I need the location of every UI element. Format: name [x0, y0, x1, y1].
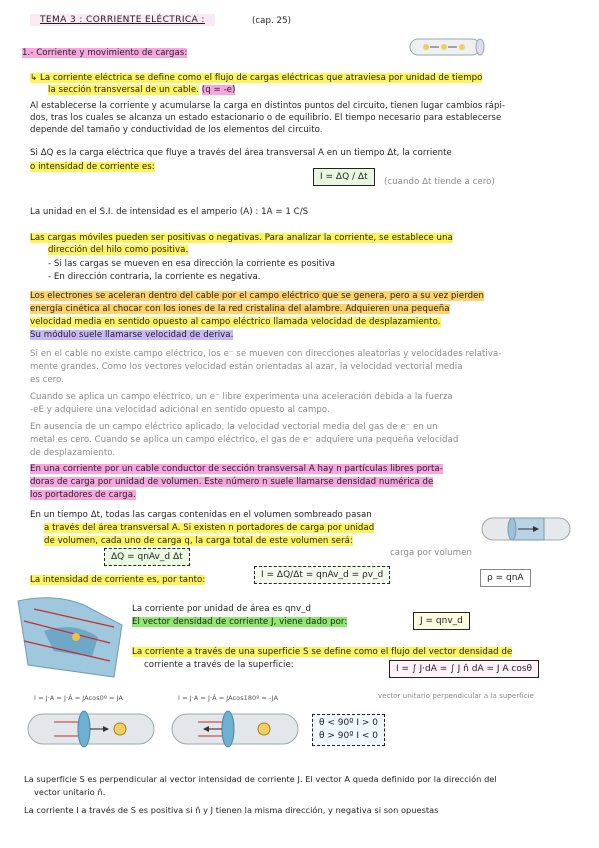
section-heading: 1.- Corriente y movimiento de cargas:: [22, 48, 188, 58]
cylinder-diagram-2: [168, 704, 302, 754]
para-steady-b: dos, tras los cuales se alcanza un estado estacionario o de equilibrio. El tiempo necesario para establecerse: [30, 113, 502, 123]
para-electrons-a: Los electrones se aceleran dentro del cable por el campo eléctrico que se genera, pero a su vez pierden: [30, 291, 484, 301]
chapter-ref: (cap. 25): [252, 16, 292, 26]
para-nofield-a: Si en el cable no existe campo eléctrico, los e⁻ se mueven con direcciones aleatorias y velocidades relativa-: [30, 349, 502, 359]
formula-delta-q: ΔQ = qnAv_d Δt: [104, 548, 190, 566]
para-volume-c: de volumen, cada uno de carga q, la carga total de este volumen será:: [44, 536, 353, 546]
para-steady-c: depende del tamaño y conductividad de los elementos del circuito.: [30, 125, 323, 135]
flux-note: vector unitario perpendicular a la superficie: [378, 692, 534, 700]
para-definition-b: la sección transversal de un cable. (q = -e): [48, 85, 236, 95]
para-charges-c: - Si las cargas se mueven en esa dirección la corriente es positiva: [48, 259, 336, 269]
formula-flux: I = ∫ J·dA = ∫ J n̂ dA = J A cosθ: [389, 660, 539, 678]
condition-positive: θ < 90º I > 0: [319, 718, 378, 728]
para-surface-b: vector unitario n̂.: [34, 787, 106, 797]
para-surface-a: La superficie S es perpendicular al vector intensidad de corriente J. El vector A queda definido por la dirección del: [24, 774, 497, 784]
para-density-b: doras de carga por unidad de volumen. Este número n suele llamarse densidad numérica de: [30, 477, 434, 487]
diagram-label-1: I = J·A = J·Â = JAcos0º = JA: [34, 694, 124, 702]
para-gas-c: de desplazamiento.: [30, 448, 116, 458]
diagram-label-2: I = J·A = J·Â = JAcos180º = -JA: [178, 694, 279, 702]
para-flux-a: La corriente a través de una superficie S se define como el flujo del vector densidad de: [132, 647, 513, 657]
para-steady-a: Al establecerse la corriente y acumularse la carga en distintos puntos del circuito, tienen lugar cambios rápi-: [30, 101, 506, 111]
para-density-c: los portadores de carga.: [30, 490, 136, 500]
para-intensity-b: o intensidad de corriente es:: [30, 162, 155, 172]
para-charges-a: Las cargas móviles pueden ser positivas o negativas. Para analizar la corriente, se establece una: [30, 233, 453, 243]
formula-rho: ρ = qnA: [480, 569, 531, 587]
para-density-vector: El vector densidad de corriente J, viene dado por:: [132, 617, 348, 627]
para-volume-a: En un tiempo Δt, todas las cargas contenidas en el volumen sombreado pasan: [30, 510, 372, 520]
para-gas-a: En ausencia de un campo eléctrico aplicado, la velocidad vectorial media del gas de e⁻ en un: [30, 422, 438, 432]
para-electrons-d: Su módulo suele llamarse velocidad de deriva.: [30, 330, 234, 340]
condition-negative: θ > 90º I < 0: [319, 731, 378, 741]
para-flux-b: corriente a través de la superficie:: [144, 660, 294, 670]
para-charges-d: - En dirección contraria, la corriente es negativa.: [48, 272, 261, 282]
surface-field-figure: [14, 591, 126, 681]
formula-note: (cuando Δt tiende a cero): [384, 177, 495, 187]
para-intensity-result: La intensidad de corriente es, por tanto:: [30, 575, 206, 585]
formula-current-2: I = ΔQ/Δt = qnAv_d = ρv_d: [254, 566, 390, 584]
para-electrons-c: velocidad media en sentido opuesto al campo eléctrico llamada velocidad de desplazamiento.: [30, 317, 441, 327]
para-field-a: Cuando se aplica un campo eléctrico, un e⁻ libre experimenta una aceleración debida a la fuerza: [30, 392, 453, 402]
para-definition-a: ↳ La corriente eléctrica se define como el flujo de cargas eléctricas que atraviesa por unidad de tiempo: [30, 73, 483, 83]
label-charge-volume: carga por volumen: [390, 548, 472, 558]
para-volume-b: a través del área transversal A. Si existen n portadores de carga por unidad: [44, 523, 375, 533]
topic-title: TEMA 3 : CORRIENTE ELÉCTRICA :: [30, 14, 215, 26]
para-charges-b: dirección del hilo como positiva.: [48, 245, 189, 255]
formula-j: J = qnv_d: [413, 612, 470, 630]
formula-current: I = ΔQ / Δt: [313, 168, 375, 186]
cylinder-volume-figure: [478, 508, 578, 552]
para-field-b: -eE y adquiere una velocidad adicional en sentido opuesto al campo.: [30, 405, 330, 415]
para-unit: La unidad en el S.I. de intensidad es el amperio (A) : 1A = 1 C/S: [30, 207, 309, 217]
cylinder-diagram-1: [24, 704, 158, 754]
wire-charges-figure: [408, 33, 493, 61]
para-intensity-a: Si ΔQ es la carga eléctrica que fluye a través del área transversal A en un tiempo Δt, la corriente: [30, 148, 452, 158]
para-sign-rule: La corriente I a través de S es positiva si n̂ y J tienen la misma dirección, y negativa si son opuestas: [24, 805, 439, 815]
para-gas-b: metal es cero. Cuando se aplica un campo eléctrico, el gas de e⁻ adquiere una pequeña velocidad: [30, 435, 459, 445]
para-density-a: En una corriente por un cable conductor de sección transversal A hay n partículas libres porta-: [30, 464, 443, 474]
para-nofield-c: es cero.: [30, 375, 65, 385]
sign-conditions: [312, 714, 385, 746]
para-current-area: La corriente por unidad de área es qnv_d: [132, 604, 311, 614]
para-nofield-b: mente grandes. Como los vectores velocidad están orientadas al azar, la velocidad vectorial media: [30, 362, 463, 372]
para-electrons-b: energía cinética al chocar con los iones de la red cristalina del alambre. Adquieren una pequeña: [30, 304, 450, 314]
